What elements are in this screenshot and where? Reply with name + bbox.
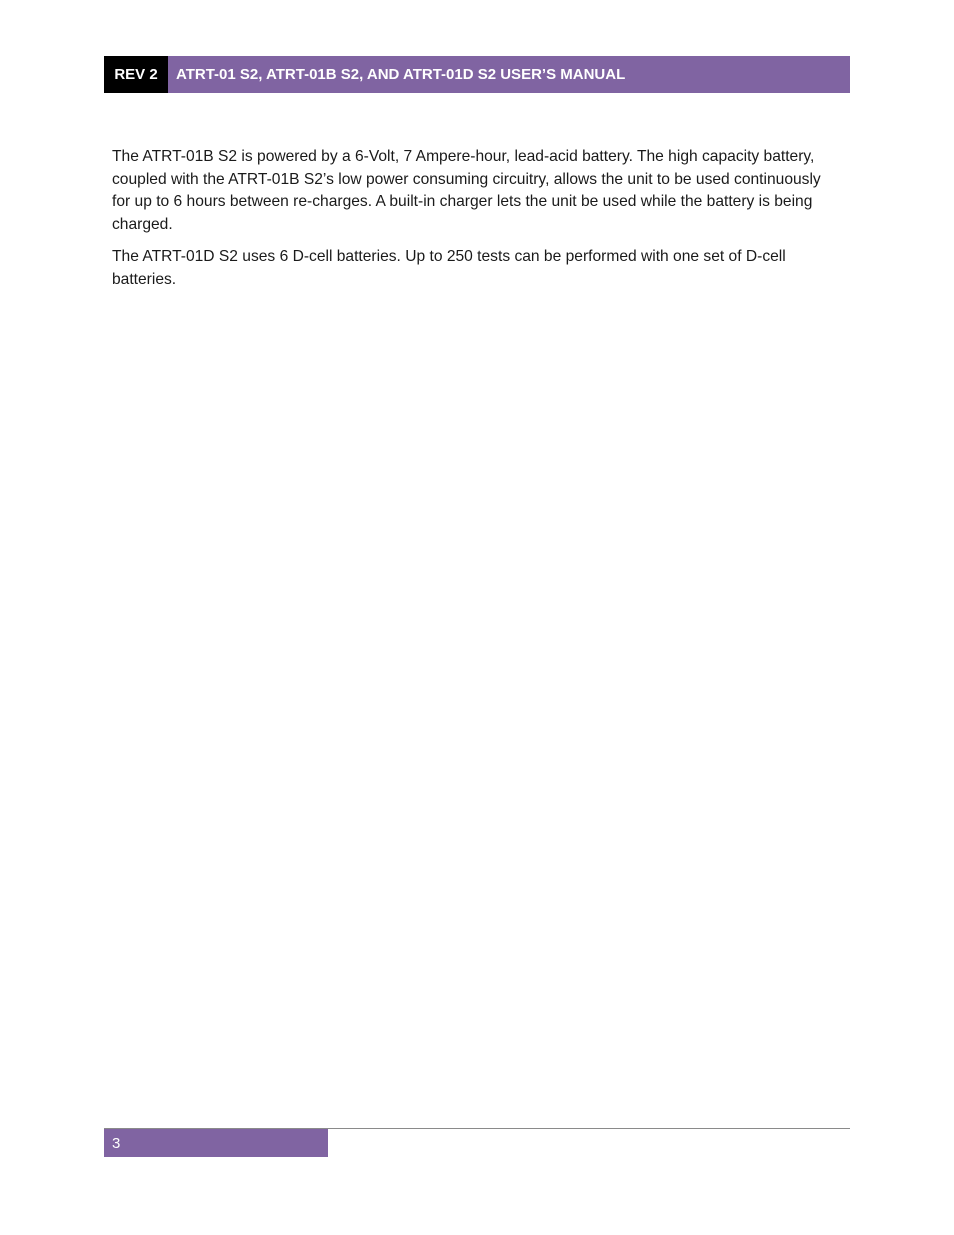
manual-title: ATRT-01 S2, ATRT-01B S2, AND ATRT-01D S2 USER’S MANUAL <box>168 56 850 93</box>
paragraph-battery-atrt-01b: The ATRT-01B S2 is powered by a 6-Volt, 7 Ampere-hour, lead-acid battery. The high capacity battery, coupled with the ATRT-01B S2’s low power consuming circuitry, allows the unit to be used continuously for up to 6 hours between re-charges. A built-in charger lets the unit be used while the battery is being charged. <box>112 148 821 234</box>
revision-label: REV 2 <box>104 56 168 93</box>
page-header <box>104 56 850 93</box>
page-number: 3 <box>104 1129 328 1157</box>
document-body <box>112 146 842 300</box>
paragraph-battery-atrt-01d: The ATRT-01D S2 uses 6 D-cell batteries. Up to 250 tests can be performed with one set of D-cell batteries. <box>112 247 786 288</box>
